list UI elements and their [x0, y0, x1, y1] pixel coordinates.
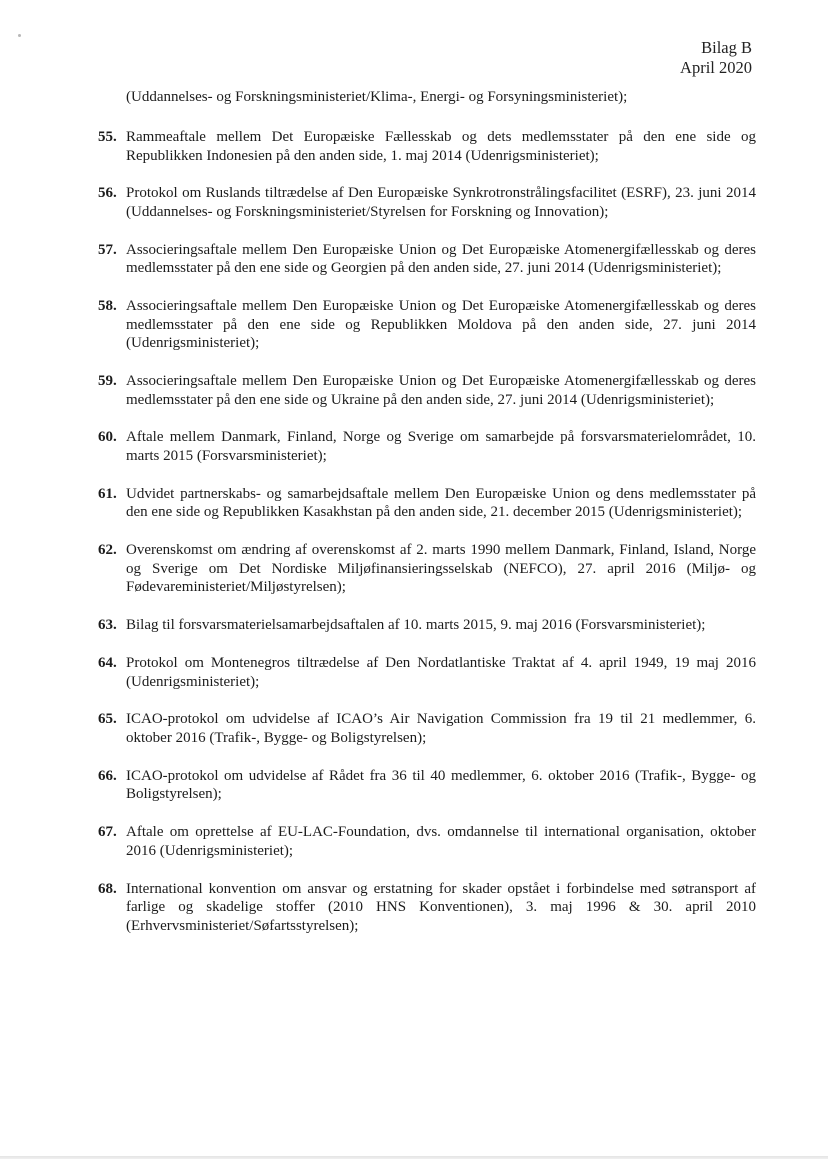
item-text: Aftale mellem Danmark, Finland, Norge og Sverige om samarbejde på forsvarsmaterielområdet, 10. marts 2015 (Forsvarsministeriet); [126, 429, 756, 464]
list-item [98, 616, 756, 635]
list-item [98, 428, 756, 465]
item-number: 62. [98, 542, 117, 559]
item-text: Aftale om oprettelse af EU-LAC-Foundation, dvs. omdannelse til international organisation, oktober 2016 (Udenrigsministeriet); [126, 824, 756, 859]
item-text: Associeringsaftale mellem Den Europæiske Union og Det Europæiske Atomenergifællesskab og deres medlemsstater på den ene side og Georgien på den anden side, 27. juni 2014 (Udenrigsministeriet); [126, 241, 756, 277]
list-item [98, 241, 756, 278]
item-text: Associeringsaftale mellem Den Europæiske Union og Det Europæiske Atomenergifællesskab og deres medlemsstater på den ene side og Ukraine på den anden side, 27. juni 2014 (Udenrigsministeriet); [126, 373, 756, 408]
list-item [98, 654, 756, 691]
item-number: 61. [98, 485, 117, 502]
item-number: 67. [98, 824, 117, 841]
attachment-label: Bilag B [701, 38, 752, 57]
item-text: Protokol om Ruslands tiltrædelse af Den Europæiske Synkrotronstrålingsfacilitet (ESRF), 23. juni 2014 (Uddannelses- og Forskningsministeriet/Styrelsen for Forskning og Innovation); [126, 185, 756, 220]
item-number: 56. [98, 185, 117, 202]
list-item [98, 128, 756, 165]
list-item [98, 485, 756, 522]
scan-speck [18, 34, 21, 37]
item-number: 66. [98, 767, 117, 784]
list-item [98, 767, 756, 804]
list-item [98, 880, 756, 936]
scan-edge-line [0, 1156, 828, 1159]
list-item [98, 710, 756, 747]
item-number: 63. [98, 617, 117, 634]
item-number: 59. [98, 373, 117, 390]
list-item [98, 297, 756, 353]
list-item [98, 823, 756, 860]
item-number: 64. [98, 655, 117, 672]
header-date: April 2020 [680, 58, 752, 77]
item-number: 58. [98, 298, 117, 315]
list-item [98, 372, 756, 409]
agreement-list [98, 128, 756, 954]
item-text: Rammeaftale mellem Det Europæiske Fællesskab og dets medlemsstater på den ene side og Republikken Indonesien på den anden side, 1. maj 2014 (Udenrigsministeriet); [126, 129, 756, 164]
item-text: ICAO-protokol om udvidelse af Rådet fra 36 til 40 medlemmer, 6. oktober 2016 (Trafik-, Bygge- og Boligstyrelsen); [126, 767, 756, 803]
list-item [98, 184, 756, 221]
item-text: Associeringsaftale mellem Den Europæiske Union og Det Europæiske Atomenergifællesskab og deres medlemsstater på den ene side og Republikken Moldova på den anden side, 27. juni 2014 (Udenrigsministeriet); [126, 298, 756, 352]
item-number: 68. [98, 880, 117, 897]
item-text: Overenskomst om ændring af overenskomst af 2. marts 1990 mellem Danmark, Finland, Island, Norge og Sverige om Det Nordiske Miljøfinansieringsselskab (NEFCO), 27. april 2016 (Miljø- og Fødevareministeriet/Miljøstyrelsen); [126, 542, 756, 596]
item-text: Udvidet partnerskabs- og samarbejdsaftale mellem Den Europæiske Union og dens medlemsstater på den ene side og Republikken Kasakhstan på den anden side, 21. december 2015 (Udenrigsministeriet); [126, 485, 756, 521]
page-header [680, 38, 752, 78]
item-text: International konvention om ansvar og erstatning for skader opstået i forbindelse med søtransport af farlige og skadelige stoffer (2010 HNS Konventionen), 3. maj 1996 & 30. april 2010 (Erhvervsministeriet/Søfartsstyrelsen); [126, 880, 756, 934]
item-number: 55. [98, 129, 117, 145]
item-number: 57. [98, 241, 117, 258]
item-text: Bilag til forsvarsmaterielsamarbejdsaftalen af 10. marts 2015, 9. maj 2016 (Forsvarsministeriet); [126, 617, 706, 634]
item-text: Protokol om Montenegros tiltrædelse af Den Nordatlantiske Traktat af 4. april 1949, 19 maj 2016 (Udenrigsministeriet); [126, 655, 756, 690]
list-item [98, 541, 756, 597]
item-number: 65. [98, 711, 117, 728]
item-text: ICAO-protokol om udvidelse af ICAO’s Air Navigation Commission fra 19 til 21 medlemmer, 6. oktober 2016 (Trafik-, Bygge- og Boligstyrelsen); [126, 711, 756, 746]
continuation-text: (Uddannelses- og Forskningsministeriet/Klima-, Energi- og Forsyningsministeriet); [126, 89, 628, 105]
item-number: 60. [98, 429, 117, 446]
